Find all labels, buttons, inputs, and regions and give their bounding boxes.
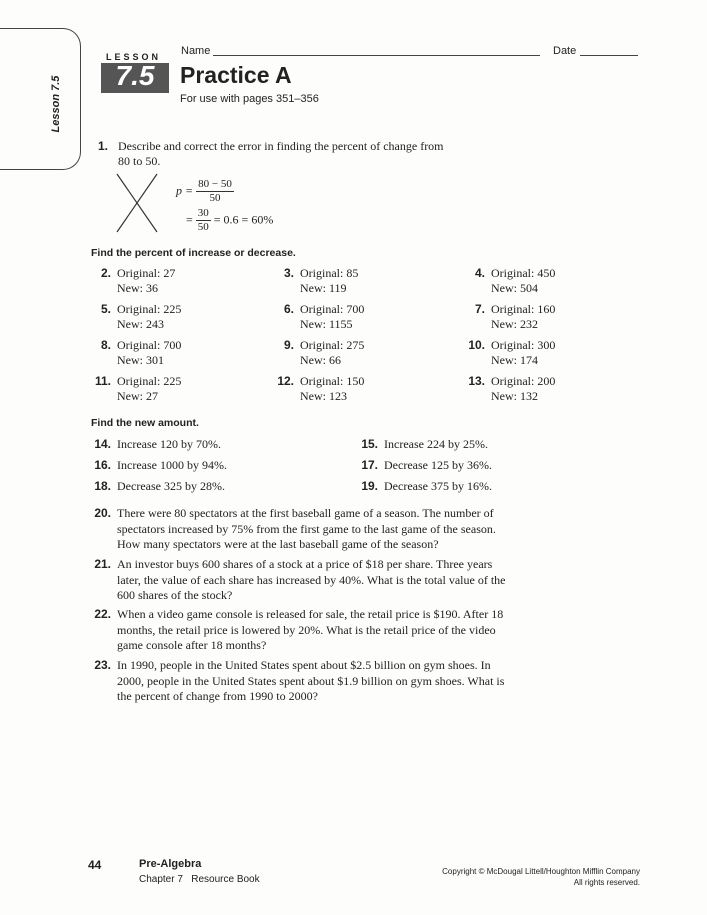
- problem-number: 13.: [468, 374, 485, 388]
- problem-number: 16.: [94, 458, 111, 472]
- side-tab: [0, 28, 81, 170]
- problem1-line1: Describe and correct the error in finding the percent of change from: [118, 139, 444, 153]
- problem1-line2: 80 to 50.: [118, 154, 161, 168]
- new-value: New: 232: [491, 317, 538, 331]
- original-value: Original: 275: [300, 338, 365, 352]
- problem-number: 9.: [283, 338, 294, 352]
- new-value: New: 504: [491, 281, 538, 295]
- copyright: [420, 866, 640, 888]
- new-amount-text: Increase 120 by 70%.: [117, 437, 221, 451]
- original-value: Original: 700: [300, 302, 365, 316]
- word-problem: [94, 607, 512, 654]
- cross-out-icon: [113, 172, 161, 234]
- new-amount-text: Decrease 375 by 16%.: [384, 479, 492, 493]
- percent-change-item: [100, 338, 182, 368]
- original-value: Original: 85: [300, 266, 359, 280]
- problem-number: 2.: [100, 266, 111, 280]
- new-value: New: 1155: [300, 317, 353, 331]
- percent-change-item: [94, 374, 182, 404]
- word-problem: [94, 506, 512, 553]
- original-value: Original: 150: [300, 374, 365, 388]
- chapter-label: Chapter 7 Resource Book: [139, 874, 260, 885]
- work-variable: p =: [176, 183, 194, 198]
- original-value: Original: 225: [117, 302, 182, 316]
- percent-change-item: [283, 266, 359, 296]
- problem-number: 11.: [94, 374, 111, 388]
- new-amount-text: Decrease 125 by 36%.: [384, 458, 492, 472]
- incorrect-work: [176, 178, 234, 205]
- percent-change-item: [277, 374, 365, 404]
- problem-number: 6.: [283, 302, 294, 316]
- original-value: Original: 225: [117, 374, 182, 388]
- copyright-line1: Copyright © McDougal Littell/Houghton Mifflin Company: [442, 867, 640, 876]
- fraction-2: [196, 207, 211, 234]
- side-tab-label: Lesson 7.5: [50, 75, 62, 133]
- new-amount-item: [94, 479, 225, 494]
- percent-change-item: [283, 302, 365, 332]
- eq2-suffix: = 0.6 = 60%: [213, 212, 274, 227]
- word-problem-text: An investor buys 600 shares of a stock at a price of $18 per share. Three years later, the value of each share has increased by 40%. What is the total value of the 600 shares of the stock?: [117, 557, 506, 602]
- original-value: Original: 200: [491, 374, 556, 388]
- percent-change-item: [474, 266, 556, 296]
- page-subtitle: For use with pages 351–356: [180, 93, 319, 105]
- new-amount-item: [361, 479, 492, 494]
- new-value: New: 132: [491, 389, 538, 403]
- problem-number: 22.: [94, 607, 111, 621]
- book-title: Pre-Algebra: [139, 858, 202, 870]
- eq2-prefix: =: [186, 212, 193, 227]
- new-value: New: 36: [117, 281, 158, 295]
- problem-number: 23.: [94, 658, 111, 672]
- new-value: New: 123: [300, 389, 347, 403]
- problem-number: 10.: [468, 338, 485, 352]
- page-title: Practice A: [180, 62, 292, 88]
- date-field[interactable]: [580, 55, 638, 56]
- problem-number: 7.: [474, 302, 485, 316]
- date-label: Date: [553, 45, 577, 57]
- word-problem: [94, 658, 512, 705]
- new-amount-item: [361, 458, 492, 473]
- original-value: Original: 450: [491, 266, 556, 280]
- problem-number: 19.: [361, 479, 378, 493]
- name-label: Name: [181, 45, 211, 57]
- new-amount-text: Increase 224 by 25%.: [384, 437, 488, 451]
- original-value: Original: 700: [117, 338, 182, 352]
- word-problem-text: When a video game console is released for sale, the retail price is $190. After 18 months, the retail price is lowered by 20%. What is the retail price of the video game console after 18 months?: [117, 607, 504, 652]
- section-heading: Find the new amount.: [91, 417, 199, 429]
- word-problem-text: In 1990, people in the United States spent about $2.5 billion on gym shoes. In 2000, people in the United States spent about $1.9 billion on gym shoes. What is the percent of change from 1990 to 2000?: [117, 658, 505, 703]
- original-value: Original: 27: [117, 266, 176, 280]
- problem-number: 12.: [277, 374, 294, 388]
- problem-number: 4.: [474, 266, 485, 280]
- new-value: New: 243: [117, 317, 164, 331]
- fraction-1-numerator: 80 − 50: [198, 178, 232, 190]
- copyright-line2: All rights reserved.: [573, 878, 640, 887]
- percent-change-item: [283, 338, 365, 368]
- section-heading: Find the percent of increase or decrease.: [91, 247, 296, 259]
- incorrect-work-line2: [186, 207, 273, 234]
- problem-number: 15.: [361, 437, 378, 451]
- fraction-1: [196, 178, 234, 205]
- percent-change-item: [100, 266, 176, 296]
- page-number: 44: [88, 858, 102, 872]
- new-value: New: 66: [300, 353, 341, 367]
- word-problem-text: There were 80 spectators at the first baseball game of a season. The number of spectators increased by 75% from the first game to the last game of the season. How many spectators were at the last baseball game of the season?: [117, 506, 496, 551]
- new-value: New: 27: [117, 389, 158, 403]
- percent-change-item: [100, 302, 182, 332]
- fraction-1-denominator: 50: [209, 192, 221, 204]
- problem-number: 18.: [94, 479, 111, 493]
- new-amount-item: [361, 437, 488, 452]
- new-amount-text: Increase 1000 by 94%.: [117, 458, 227, 472]
- fraction-2-numerator: 30: [197, 207, 209, 219]
- problem-number: 20.: [94, 506, 111, 520]
- problem-number: 5.: [100, 302, 111, 316]
- problem-number: 17.: [361, 458, 378, 472]
- problem-number: 3.: [283, 266, 294, 280]
- problem-number: 8.: [100, 338, 111, 352]
- percent-change-item: [468, 374, 556, 404]
- new-value: New: 301: [117, 353, 164, 367]
- new-amount-item: [94, 458, 227, 473]
- original-value: Original: 300: [491, 338, 556, 352]
- new-value: New: 174: [491, 353, 538, 367]
- problem-number: 14.: [94, 437, 111, 451]
- original-value: Original: 160: [491, 302, 556, 316]
- word-problem: [94, 557, 512, 604]
- problem-number: 1.: [98, 139, 109, 153]
- fraction-2-denominator: 50: [197, 221, 209, 233]
- name-field[interactable]: [213, 55, 540, 56]
- problem-number: 21.: [94, 557, 111, 571]
- percent-change-item: [474, 302, 556, 332]
- new-amount-text: Decrease 325 by 28%.: [117, 479, 225, 493]
- lesson-number: 7.5: [115, 60, 155, 91]
- new-amount-item: [94, 437, 221, 452]
- percent-change-item: [468, 338, 556, 368]
- lesson-word: LESSON: [106, 52, 162, 62]
- new-value: New: 119: [300, 281, 347, 295]
